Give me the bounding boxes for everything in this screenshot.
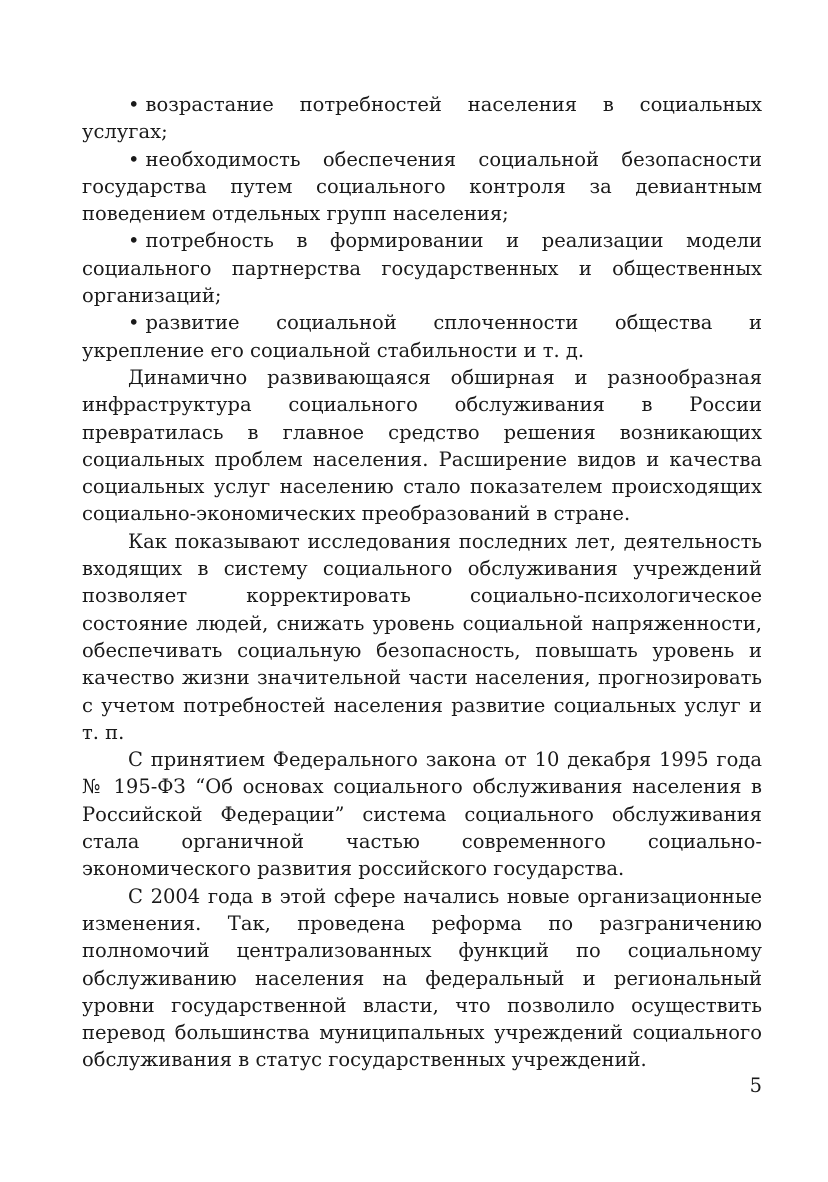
paragraph: Как показывают исследования последних лет, деятельность входящих в систему социального обслуживания учреждений позволяет корректировать социально-психологическое состояние людей, снижать уровень социальной напряженности, обеспечивать социальную безопасность, повышать уровень и качество жизни значительной части населения, прогнозировать с учетом потребностей населения развитие социальных услуг и т. п. [82,529,762,744]
bullet-symbol: • [128,93,140,116]
bullet-item [82,91,762,146]
bullet-text: потребность в формировании и реализации модели социального партнерства государственных и общественных организаций; [82,229,762,308]
bullet-symbol: • [128,229,140,253]
paragraph: Динамично развивающаяся обширная и разнообразная инфраструктура социального обслуживания в России превратилась в главное средство решения возникающих социальных проблем населения. Расширение видов и качества социальных услуг населению стало показателем происходящих социально-экономических преобразований в стране. [82,365,762,526]
bullet-symbol: • [128,311,140,335]
bullet-text: развитие социальной сплоченности общества и укрепление его социальной стабильности и т. д. [82,311,762,362]
bullet-item [82,309,762,364]
paragraph: С 2004 года в этой сфере начались новые организационные изменения. Так, проведена реформа по разграничению полномочий централизованных функций по социальному обслуживанию населения на федеральный и региональный уровни государственной власти, что позволило осуществить перевод большинства муниципальных учреждений социального обслуживания в статус государственных учреждений. [82,884,762,1072]
page-body [82,91,762,1074]
bullet-symbol: • [128,147,140,171]
page-number: 5 [749,1074,762,1097]
bullet-item [82,227,762,309]
bullet-text: возрастание потребностей населения в социальных услугах; [82,93,762,144]
paragraph: С принятием Федерального закона от 10 декабря 1995 года № 195-ФЗ “Об основах социального обслуживания населения в Российской Федерации” система социального обслуживания стала органичной частью современного социально-экономического развития российского государства. [82,748,762,881]
bullet-text: необходимость обеспечения социальной безопасности государства путем социального контроля за девиантным поведением отдельных групп населения; [82,147,762,226]
bullet-item [82,146,762,228]
